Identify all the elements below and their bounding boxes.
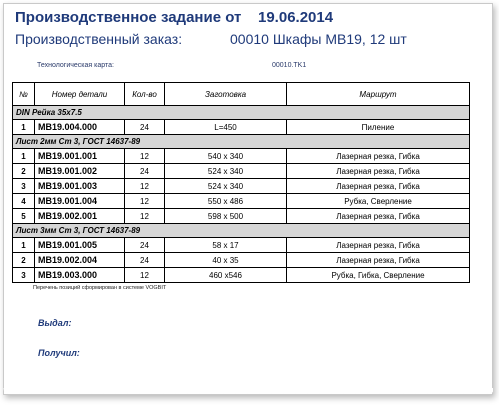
cell-part: MB19.001.002 xyxy=(35,164,125,179)
cell-qty: 24 xyxy=(125,164,165,179)
cell-qty: 12 xyxy=(125,268,165,283)
table-row xyxy=(13,194,470,209)
cell-route: Рубка, Сверление xyxy=(287,194,470,209)
table-row xyxy=(13,149,470,164)
column-header-blank: Заготовка xyxy=(165,83,287,106)
cell-qty: 12 xyxy=(125,194,165,209)
generated-note: Перечень позиций сформирован в системе VOGBIT xyxy=(33,285,167,291)
cell-number: 3 xyxy=(13,268,35,283)
cell-route: Пиление xyxy=(287,120,470,135)
order-value: 00010 Шкафы MB19, 12 шт xyxy=(230,31,407,47)
order-label: Производственный заказ: xyxy=(15,31,183,47)
column-header-route: Маршрут xyxy=(287,83,470,106)
table-row xyxy=(13,238,470,253)
cell-part: MB19.003.000 xyxy=(35,268,125,283)
group-title: DIN Рейка 35х7.5 xyxy=(13,106,470,120)
cell-qty: 12 xyxy=(125,209,165,224)
cell-number: 5 xyxy=(13,209,35,224)
title-label: Производственное задание от xyxy=(15,9,242,26)
table-row xyxy=(13,209,470,224)
cell-number: 1 xyxy=(13,238,35,253)
group-row xyxy=(13,135,470,149)
torn-edge xyxy=(3,388,493,404)
received-by-label: Получил: xyxy=(38,348,80,358)
table-row xyxy=(13,268,470,283)
column-header-part: Номер детали xyxy=(35,83,125,106)
cell-part: MB19.001.001 xyxy=(35,149,125,164)
cell-number: 4 xyxy=(13,194,35,209)
cell-number: 1 xyxy=(13,149,35,164)
tech-card-label: Технологическая карта: xyxy=(37,62,114,69)
group-row xyxy=(13,106,470,120)
cell-blank: 598 x 500 xyxy=(165,209,287,224)
cell-route: Лазерная резка, Гибка xyxy=(287,209,470,224)
cell-qty: 24 xyxy=(125,253,165,268)
cell-part: MB19.001.005 xyxy=(35,238,125,253)
title-date: 19.06.2014 xyxy=(258,9,334,26)
tech-card xyxy=(37,62,477,69)
production-order xyxy=(15,31,485,51)
cell-qty: 12 xyxy=(125,149,165,164)
document-title xyxy=(15,9,485,29)
group-row xyxy=(13,224,470,238)
cell-route: Рубка, Гибка, Сверление xyxy=(287,268,470,283)
cell-number: 1 xyxy=(13,120,35,135)
cell-blank: L=450 xyxy=(165,120,287,135)
cell-blank: 524 x 340 xyxy=(165,179,287,194)
cell-blank: 550 x 486 xyxy=(165,194,287,209)
cell-part: MB19.002.004 xyxy=(35,253,125,268)
cell-blank: 58 x 17 xyxy=(165,238,287,253)
table-row xyxy=(13,120,470,135)
table-header-row xyxy=(13,83,470,106)
column-header-number: № xyxy=(13,83,35,106)
cell-route: Лазерная резка, Гибка xyxy=(287,149,470,164)
tech-card-value: 00010.TK1 xyxy=(272,62,307,69)
cell-number: 3 xyxy=(13,179,35,194)
cell-blank: 40 x 35 xyxy=(165,253,287,268)
table-row xyxy=(13,253,470,268)
cell-number: 2 xyxy=(13,253,35,268)
cell-blank: 460 x546 xyxy=(165,268,287,283)
issued-by-label: Выдал: xyxy=(38,318,72,328)
cell-blank: 524 x 340 xyxy=(165,164,287,179)
table-row xyxy=(13,179,470,194)
cell-route: Лазерная резка, Гибка xyxy=(287,179,470,194)
cell-part: MB19.004.000 xyxy=(35,120,125,135)
cell-part: MB19.002.001 xyxy=(35,209,125,224)
cell-number: 2 xyxy=(13,164,35,179)
cell-route: Лазерная резка, Гибка xyxy=(287,253,470,268)
table-row xyxy=(13,164,470,179)
column-header-qty: Кол-во xyxy=(125,83,165,106)
cell-qty: 24 xyxy=(125,120,165,135)
cell-qty: 24 xyxy=(125,238,165,253)
cell-blank: 540 x 340 xyxy=(165,149,287,164)
parts-table xyxy=(12,82,470,283)
group-title: Лист 2мм Ст 3, ГОСТ 14637-89 xyxy=(13,135,470,149)
cell-part: MB19.001.004 xyxy=(35,194,125,209)
cell-qty: 12 xyxy=(125,179,165,194)
group-title: Лист 3мм Ст 3, ГОСТ 14637-89 xyxy=(13,224,470,238)
cell-route: Лазерная резка, Гибка xyxy=(287,164,470,179)
cell-route: Лазерная резка, Гибка xyxy=(287,238,470,253)
cell-part: MB19.001.003 xyxy=(35,179,125,194)
